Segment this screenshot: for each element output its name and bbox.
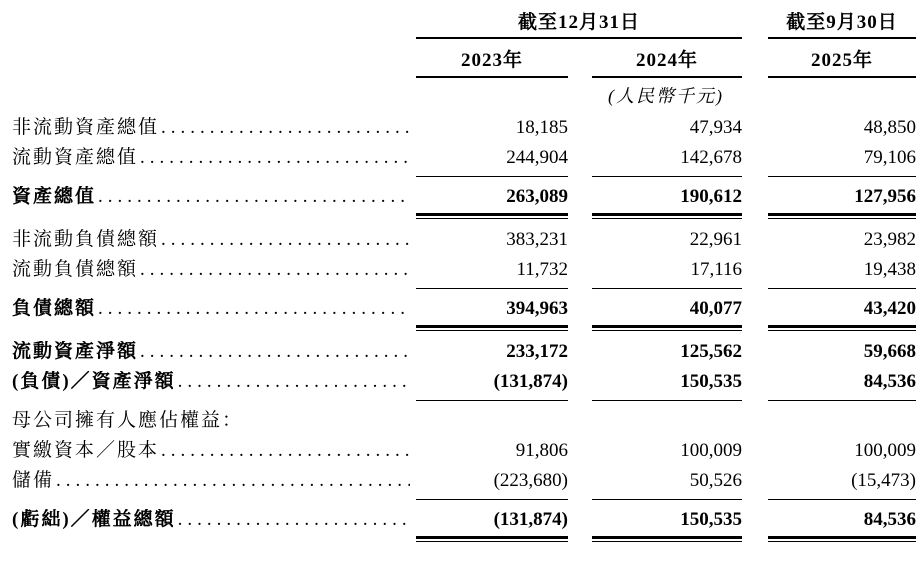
table-row bbox=[12, 509, 920, 542]
dot-leader bbox=[56, 470, 410, 492]
row-label-cell bbox=[12, 229, 416, 250]
table-row bbox=[12, 440, 920, 461]
table-row bbox=[12, 229, 920, 250]
row-label-cell bbox=[12, 410, 416, 431]
row-value-2025: 100,009 bbox=[854, 440, 916, 461]
row-value-2023: (223,680) bbox=[416, 470, 568, 500]
row-value-2023: (131,874) bbox=[416, 509, 568, 542]
row-value-2023: 394,963 bbox=[416, 298, 568, 331]
row-label: 非流動資產總值 bbox=[12, 117, 160, 138]
column-year-2025: 2025年 bbox=[768, 50, 916, 78]
row-value-2023: 263,089 bbox=[416, 186, 568, 219]
row-value-2023: 18,185 bbox=[515, 117, 568, 138]
row-label-cell bbox=[12, 298, 416, 331]
dot-leader bbox=[140, 259, 410, 281]
row-label-cell bbox=[12, 440, 416, 461]
row-value-2023: 233,172 bbox=[506, 341, 568, 362]
row-value-2023: 11,732 bbox=[416, 259, 568, 289]
row-value-2023: (131,874) bbox=[416, 371, 568, 401]
row-value-2024: 150,535 bbox=[592, 371, 742, 401]
header-group-row bbox=[12, 12, 920, 39]
column-year-2023: 2023年 bbox=[416, 50, 568, 78]
row-label-cell bbox=[12, 117, 416, 138]
row-value-2023 bbox=[416, 410, 568, 431]
row-value-2024: 190,612 bbox=[592, 186, 742, 219]
row-label: 母公司擁有人應佔權益： bbox=[12, 410, 244, 431]
row-value-2024: 40,077 bbox=[592, 298, 742, 331]
row-value-2025: 84,536 bbox=[768, 509, 916, 542]
row-value-2025: 59,668 bbox=[863, 341, 916, 362]
table-row bbox=[12, 259, 920, 289]
header-year-row bbox=[12, 50, 920, 78]
column-group-sep30: 截至9月30日 bbox=[768, 12, 916, 39]
column-group-dec31: 截至12月31日 bbox=[416, 12, 742, 39]
dot-leader bbox=[161, 440, 410, 461]
row-label: (負債)／資產淨額 bbox=[12, 371, 176, 392]
row-label: 資產總值 bbox=[12, 186, 97, 207]
table-row bbox=[12, 341, 920, 362]
header-spacer bbox=[12, 50, 416, 78]
column-year-2024: 2024年 bbox=[592, 50, 742, 78]
dot-leader bbox=[161, 117, 410, 138]
row-value-2024: 125,562 bbox=[680, 341, 742, 362]
row-value-2024: 17,116 bbox=[592, 259, 742, 289]
row-label: 流動負債總額 bbox=[12, 259, 139, 280]
table-row bbox=[12, 147, 920, 177]
table-row bbox=[12, 117, 920, 138]
dot-leader bbox=[178, 371, 410, 393]
row-value-2025: (15,473) bbox=[768, 470, 916, 500]
row-value-2023: 244,904 bbox=[416, 147, 568, 177]
table-row bbox=[12, 371, 920, 401]
row-value-2025: 48,850 bbox=[863, 117, 916, 138]
row-value-2023: 383,231 bbox=[506, 229, 568, 250]
currency-unit-note: (人民幣千元) bbox=[608, 86, 724, 106]
row-value-2025: 19,438 bbox=[768, 259, 916, 289]
dot-leader bbox=[178, 509, 410, 530]
row-value-2025: 84,536 bbox=[768, 371, 916, 401]
row-label-cell bbox=[12, 147, 416, 177]
table-row bbox=[12, 470, 920, 500]
row-label: 負債總額 bbox=[12, 298, 97, 319]
header-spacer bbox=[12, 86, 416, 107]
dot-leader bbox=[245, 410, 410, 431]
row-label-cell bbox=[12, 470, 416, 500]
dot-leader bbox=[98, 298, 410, 319]
row-value-2024: 22,961 bbox=[689, 229, 742, 250]
row-value-2025 bbox=[768, 410, 916, 431]
row-value-2025: 23,982 bbox=[863, 229, 916, 250]
row-label-cell bbox=[12, 186, 416, 219]
row-value-2024: 142,678 bbox=[592, 147, 742, 177]
header-spacer bbox=[12, 12, 416, 39]
dot-leader bbox=[161, 229, 410, 250]
row-value-2023: 91,806 bbox=[515, 440, 568, 461]
dot-leader bbox=[98, 186, 410, 207]
row-label: 實繳資本／股本 bbox=[12, 440, 160, 461]
unit-note-row bbox=[12, 86, 920, 107]
row-label-cell bbox=[12, 259, 416, 289]
row-value-2024: 150,535 bbox=[592, 509, 742, 542]
row-value-2025: 79,106 bbox=[768, 147, 916, 177]
row-label: 儲備 bbox=[12, 470, 55, 491]
row-label: 流動資產總值 bbox=[12, 147, 139, 168]
row-value-2024: 47,934 bbox=[689, 117, 742, 138]
row-label-cell bbox=[12, 341, 416, 362]
table-row bbox=[12, 410, 920, 431]
row-label-cell bbox=[12, 509, 416, 542]
dot-leader bbox=[140, 341, 410, 362]
row-value-2025: 43,420 bbox=[768, 298, 916, 331]
table-row bbox=[12, 186, 920, 219]
dot-leader bbox=[140, 147, 410, 169]
row-label: 流動資產淨額 bbox=[12, 341, 139, 362]
row-label-cell bbox=[12, 371, 416, 401]
row-label: 非流動負債總額 bbox=[12, 229, 160, 250]
table-row bbox=[12, 298, 920, 331]
row-value-2024 bbox=[592, 410, 742, 431]
row-label: (虧絀)／權益總額 bbox=[12, 509, 176, 530]
row-value-2024: 100,009 bbox=[680, 440, 742, 461]
row-value-2025: 127,956 bbox=[768, 186, 916, 219]
row-value-2024: 50,526 bbox=[592, 470, 742, 500]
financial-table-body bbox=[12, 117, 920, 542]
